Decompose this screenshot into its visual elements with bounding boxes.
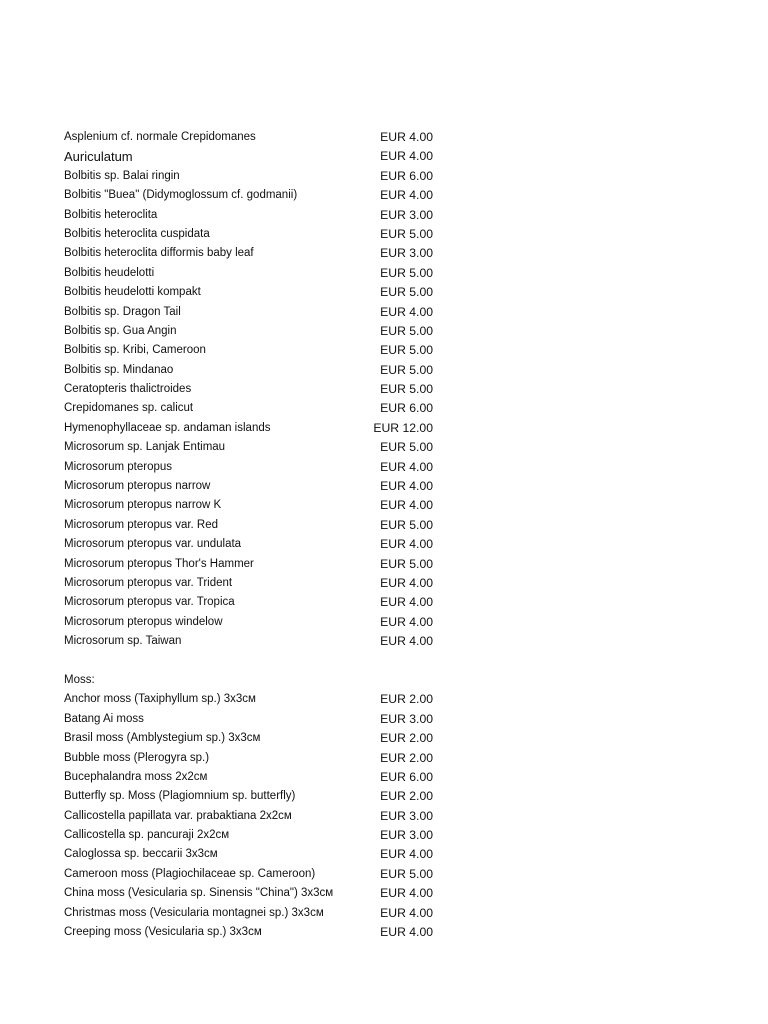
section-title-moss: Moss: bbox=[64, 673, 95, 686]
item-name: Microsorum pteropus var. Trident bbox=[64, 576, 233, 589]
item-price: EUR 2.00 bbox=[380, 750, 433, 765]
list-item bbox=[64, 186, 464, 205]
item-price: EUR 4.00 bbox=[380, 925, 433, 940]
item-name: Bolbitis "Buea" (Didymoglossum cf. godmanii) bbox=[64, 189, 298, 202]
item-name: Microsorum sp. Lanjak Entimau bbox=[64, 441, 226, 454]
item-price: EUR 6.00 bbox=[380, 769, 433, 784]
item-price: EUR 4.00 bbox=[380, 905, 433, 920]
item-name: Cameroon moss (Plagiochilaceae sp. Cameroon) bbox=[64, 867, 316, 880]
list-item bbox=[64, 458, 464, 477]
item-name: Microsorum sp. Taiwan bbox=[64, 635, 182, 648]
list-item bbox=[64, 884, 464, 903]
item-price: EUR 4.00 bbox=[380, 634, 433, 649]
list-item bbox=[64, 632, 464, 651]
item-price: EUR 5.00 bbox=[380, 265, 433, 280]
item-price: EUR 4.00 bbox=[380, 304, 433, 319]
list-item bbox=[64, 749, 464, 768]
item-name: Microsorum pteropus var. undulata bbox=[64, 538, 242, 551]
item-price: EUR 4.00 bbox=[380, 130, 433, 144]
item-price: EUR 5.00 bbox=[380, 362, 433, 377]
item-price: EUR 4.00 bbox=[380, 847, 433, 862]
item-name: Microsorum pteropus bbox=[64, 460, 173, 473]
item-name: Bolbitis sp. Dragon Tail bbox=[64, 305, 181, 318]
list-item bbox=[64, 593, 464, 612]
list-item bbox=[64, 206, 464, 225]
item-price: EUR 5.00 bbox=[380, 866, 433, 881]
item-price: EUR 4.00 bbox=[380, 479, 433, 494]
item-name: Caloglossa sp. beccarii 3x3см bbox=[64, 848, 218, 861]
list-item bbox=[64, 613, 464, 632]
item-price: EUR 5.00 bbox=[380, 285, 433, 300]
list-item bbox=[64, 729, 464, 748]
list-item bbox=[64, 167, 464, 186]
list-item bbox=[64, 399, 464, 418]
item-price: EUR 5.00 bbox=[380, 556, 433, 571]
item-name: Ceratopteris thalictroides bbox=[64, 383, 192, 396]
item-price: EUR 4.00 bbox=[380, 498, 433, 513]
item-price: EUR 4.00 bbox=[380, 595, 433, 610]
item-name: Bolbitis sp. Kribi, Cameroon bbox=[64, 344, 206, 357]
list-item bbox=[64, 904, 464, 923]
item-name: Microsorum pteropus narrow K bbox=[64, 499, 222, 512]
item-price: EUR 4.00 bbox=[380, 886, 433, 901]
item-price: EUR 3.00 bbox=[380, 828, 433, 843]
item-price: EUR 4.00 bbox=[380, 575, 433, 590]
item-name: Callicostella papillata var. prabaktiana 2x2см bbox=[64, 809, 292, 822]
item-price: EUR 5.00 bbox=[380, 343, 433, 358]
item-price: EUR 5.00 bbox=[380, 323, 433, 338]
item-name: China moss (Vesicularia sp. Sinensis "China") 3x3см bbox=[64, 887, 334, 900]
item-price: EUR 3.00 bbox=[380, 808, 433, 823]
list-item bbox=[64, 283, 464, 302]
list-item bbox=[64, 225, 464, 244]
item-price: EUR 3.00 bbox=[380, 207, 433, 222]
list-item bbox=[64, 264, 464, 283]
item-price: EUR 5.00 bbox=[380, 517, 433, 532]
item-name: Butterfly sp. Moss (Plagiomnium sp. butterfly) bbox=[64, 790, 296, 803]
item-name: Bolbitis heudelotti bbox=[64, 266, 155, 279]
list-item bbox=[64, 555, 464, 574]
list-item bbox=[64, 438, 464, 457]
item-name: Bolbitis sp. Gua Angin bbox=[64, 324, 177, 337]
item-price: EUR 12.00 bbox=[373, 420, 433, 435]
list-item bbox=[64, 768, 464, 787]
item-price: EUR 2.00 bbox=[380, 731, 433, 746]
item-price: EUR 2.00 bbox=[380, 789, 433, 804]
list-item bbox=[64, 710, 464, 729]
item-name: Bolbitis sp. Balai ringin bbox=[64, 169, 180, 182]
list-item bbox=[64, 923, 464, 942]
list-item bbox=[64, 845, 464, 864]
item-name: Brasil moss (Amblystegium sp.) 3x3см bbox=[64, 732, 261, 745]
item-price: EUR 5.00 bbox=[380, 226, 433, 241]
item-price: EUR 5.00 bbox=[380, 440, 433, 455]
item-name: Christmas moss (Vesicularia montagnei sp.) 3x3см bbox=[64, 906, 324, 919]
list-item bbox=[64, 322, 464, 341]
item-name: Microsorum pteropus var. Red bbox=[64, 518, 219, 531]
list-item bbox=[64, 419, 464, 438]
list-item bbox=[64, 341, 464, 360]
list-item bbox=[64, 807, 464, 826]
section-spacer bbox=[64, 652, 464, 671]
list-item bbox=[64, 380, 464, 399]
list-item bbox=[64, 244, 464, 263]
item-price: EUR 6.00 bbox=[380, 401, 433, 416]
item-name: Bolbitis heudelotti kompakt bbox=[64, 286, 201, 299]
item-name: Asplenium cf. normale Crepidomanes bbox=[64, 131, 256, 143]
moss-section bbox=[64, 671, 464, 942]
item-name: Batang Ai moss bbox=[64, 712, 144, 725]
item-name: Callicostella sp. pancuraji 2x2см bbox=[64, 829, 230, 842]
list-item bbox=[64, 574, 464, 593]
list-item bbox=[64, 535, 464, 554]
item-name: Microsorum pteropus narrow bbox=[64, 480, 211, 493]
item-name: Microsorum pteropus windelow bbox=[64, 615, 223, 628]
item-name: Hymenophyllaceae sp. andaman islands bbox=[64, 421, 271, 434]
list-item bbox=[64, 147, 464, 166]
item-name: Bolbitis heteroclita cuspidata bbox=[64, 227, 210, 240]
list-item bbox=[64, 787, 464, 806]
item-price: EUR 4.00 bbox=[380, 149, 433, 164]
item-price: EUR 4.00 bbox=[380, 459, 433, 474]
list-item bbox=[64, 303, 464, 322]
item-name: Crepidomanes sp. calicut bbox=[64, 402, 194, 415]
item-name: Bucephalandra moss 2x2см bbox=[64, 770, 208, 783]
list-item bbox=[64, 516, 464, 535]
price-list bbox=[64, 128, 464, 942]
item-name: Anchor moss (Taxiphyllum sp.) 3x3см bbox=[64, 693, 256, 706]
item-name: Bolbitis heteroclita difformis baby leaf bbox=[64, 247, 254, 260]
item-name: Auriculatum bbox=[64, 149, 133, 165]
item-name: Microsorum pteropus Thor's Hammer bbox=[64, 557, 254, 570]
item-price: EUR 4.00 bbox=[380, 614, 433, 629]
item-price: EUR 4.00 bbox=[380, 188, 433, 203]
item-price: EUR 3.00 bbox=[380, 246, 433, 261]
fern-list bbox=[64, 128, 464, 652]
item-price: EUR 4.00 bbox=[380, 537, 433, 552]
list-item bbox=[64, 826, 464, 845]
item-price: EUR 2.00 bbox=[380, 692, 433, 707]
item-name: Bolbitis sp. Mindanao bbox=[64, 363, 174, 376]
item-price: EUR 5.00 bbox=[380, 382, 433, 397]
item-price: EUR 3.00 bbox=[380, 711, 433, 726]
item-name: Bolbitis heteroclita bbox=[64, 208, 158, 221]
list-item bbox=[64, 865, 464, 884]
item-name: Bubble moss (Plerogyra sp.) bbox=[64, 751, 210, 764]
list-item bbox=[64, 128, 464, 147]
item-name: Microsorum pteropus var. Tropica bbox=[64, 596, 235, 609]
item-price: EUR 6.00 bbox=[380, 168, 433, 183]
item-name: Creeping moss (Vesicularia sp.) 3x3см bbox=[64, 926, 262, 939]
list-item bbox=[64, 477, 464, 496]
list-item bbox=[64, 690, 464, 709]
list-item bbox=[64, 496, 464, 515]
list-item bbox=[64, 361, 464, 380]
